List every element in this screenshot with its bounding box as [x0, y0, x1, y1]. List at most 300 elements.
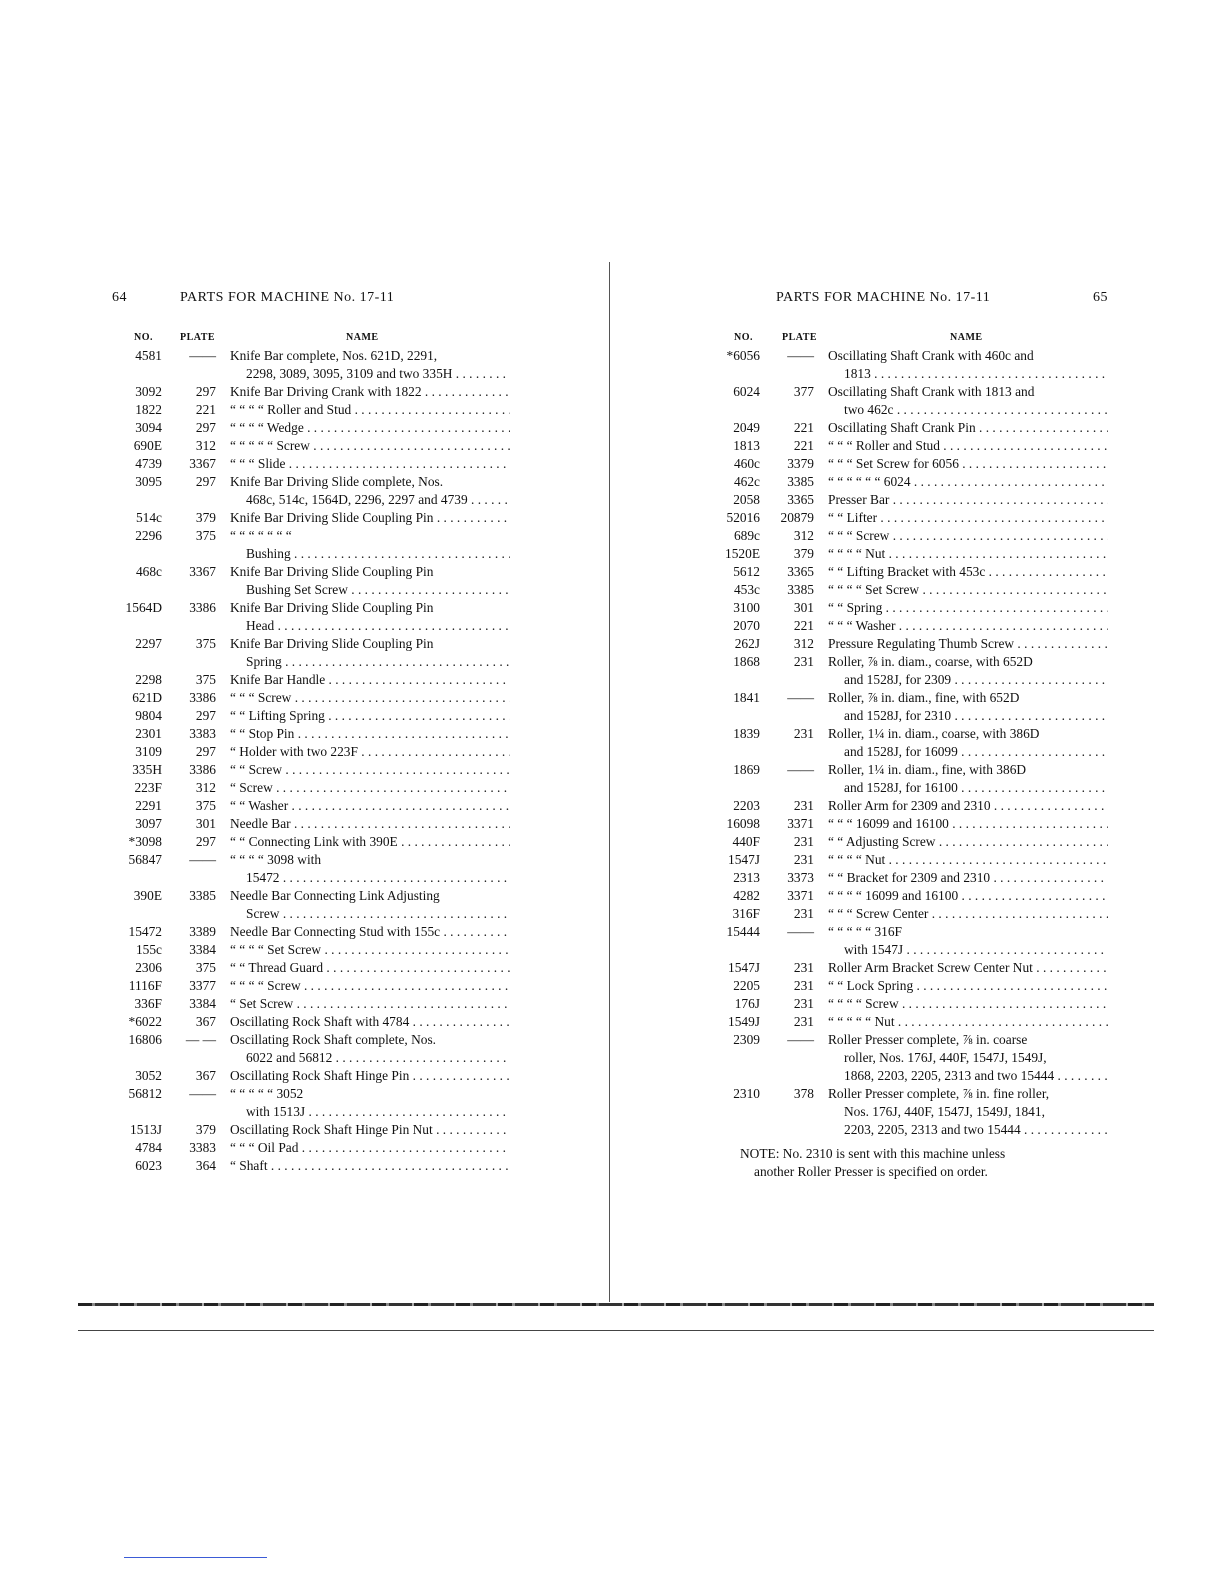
table-row: [720, 887, 1108, 905]
part-name: [230, 707, 510, 725]
part-name: [828, 869, 1108, 887]
part-name-line: [230, 797, 510, 815]
part-name: [828, 527, 1108, 545]
part-name-text: Knife Bar Driving Slide Coupling Pin: [230, 600, 434, 615]
plate-number: 3386: [189, 600, 216, 615]
part-name: [230, 995, 510, 1013]
part-name-text: “ “ “ “ 3098 with: [230, 852, 322, 867]
part-number: 6023: [135, 1158, 162, 1173]
part-name-text: Oscillating Shaft Crank with 1813 and: [828, 384, 1035, 399]
page-title: PARTS FOR MACHINE No. 17-11: [180, 290, 395, 305]
part-name: [230, 419, 510, 437]
part-name-text: “ “ “ Slide: [230, 456, 286, 471]
plate-number: 221: [793, 618, 814, 633]
note-text: No. 2310 is sent with this machine unless: [782, 1146, 1006, 1161]
table-row: [110, 725, 510, 743]
table-row: [110, 455, 510, 473]
part-name-text: Knife Bar complete, Nos. 621D, 2291,: [230, 348, 438, 363]
table-row: [110, 419, 510, 437]
plate-number: 297: [195, 708, 216, 723]
table-row: [110, 779, 510, 797]
part-name: [828, 833, 1108, 851]
part-number: 2296: [135, 528, 162, 543]
part-name-text: Knife Bar Driving Slide Coupling Pin: [230, 510, 434, 525]
part-name: [828, 581, 1108, 599]
plate-number: 231: [793, 726, 814, 741]
part-name-line: [828, 995, 1108, 1013]
plate-number: 3385: [189, 888, 216, 903]
part-name-text: “ “ Lifter: [828, 510, 878, 525]
table-row: [720, 869, 1108, 887]
part-name-line: [230, 491, 510, 509]
part-name-text: Oscillating Rock Shaft with 4784: [230, 1014, 410, 1029]
part-name-text: “ “ “ Roller and Stud: [828, 438, 940, 453]
part-number: 2310: [733, 1086, 760, 1101]
part-name: [230, 779, 510, 797]
table-row: [720, 815, 1108, 833]
part-number: 1822: [135, 402, 162, 417]
plate-number: 297: [195, 420, 216, 435]
part-name-line: [230, 887, 510, 905]
part-name-text: “ “ “ “ Nut: [828, 852, 886, 867]
part-name-text: and 1528J, for 2309: [844, 672, 952, 687]
part-number: 1841: [733, 690, 760, 705]
part-name-text: Roller, 1¼ in. diam., coarse, with 386D: [828, 726, 1040, 741]
plate-number: 20879: [780, 510, 814, 525]
table-row: [110, 995, 510, 1013]
note-text-continued: another Roller Presser is specified on order.: [754, 1164, 988, 1179]
table-row: [720, 977, 1108, 995]
part-name: [828, 473, 1108, 491]
part-name: [230, 347, 510, 383]
plate-number: 364: [195, 1158, 216, 1173]
part-name-line: [828, 509, 1108, 527]
part-number: 3095: [135, 474, 162, 489]
table-row: [720, 959, 1108, 977]
part-name-line: [828, 617, 1108, 635]
part-name: [230, 689, 510, 707]
parts-table-left: [110, 347, 510, 1175]
part-name-text: Oscillating Shaft Crank Pin: [828, 420, 976, 435]
part-name-line: [828, 1031, 1108, 1049]
part-number: 52016: [726, 510, 760, 525]
part-name-text: “ “ “ “ “ “ 6024: [828, 474, 911, 489]
table-row: [110, 437, 510, 455]
part-name-text: and 1528J, for 16100: [844, 780, 958, 795]
part-number: 2070: [733, 618, 760, 633]
part-name-text: “ “ “ “ Wedge: [230, 420, 304, 435]
part-name-line: [230, 1013, 510, 1031]
part-name: [230, 671, 510, 689]
part-name-text: “ Screw: [230, 780, 273, 795]
part-name: [828, 455, 1108, 473]
part-name-text: “ “ Spring: [828, 600, 883, 615]
part-name-line: [230, 401, 510, 419]
part-name: [230, 1139, 510, 1157]
bottom-rule-thin: [78, 1330, 1154, 1331]
part-name: [230, 1121, 510, 1139]
plate-number: ——: [787, 924, 814, 939]
table-row: [110, 707, 510, 725]
table-row: [110, 473, 510, 509]
part-name: [828, 887, 1108, 905]
part-number: 2049: [733, 420, 760, 435]
plate-number: 3386: [189, 690, 216, 705]
plate-number: 231: [793, 906, 814, 921]
part-name-line: [230, 1049, 510, 1067]
part-name: [230, 1031, 510, 1067]
plate-number: 3379: [787, 456, 814, 471]
part-name: [230, 797, 510, 815]
part-name-line: [828, 653, 1108, 671]
col-plate-header: PLATE: [180, 332, 216, 343]
plate-number: 312: [793, 636, 814, 651]
part-name: [828, 491, 1108, 509]
table-row: [110, 599, 510, 635]
part-name-line: [230, 959, 510, 977]
part-name-line: [828, 1067, 1108, 1085]
part-name: [828, 761, 1108, 797]
part-name-line: [230, 563, 510, 581]
table-row: [110, 1067, 510, 1085]
table-row: [720, 1031, 1108, 1085]
part-name-text: Screw: [246, 906, 280, 921]
part-number: 4784: [135, 1140, 162, 1155]
part-name: [230, 473, 510, 509]
part-number: 2297: [135, 636, 162, 651]
part-number: 2313: [733, 870, 760, 885]
part-name-line: [230, 833, 510, 851]
plate-number: ——: [787, 1032, 814, 1047]
table-row: [110, 401, 510, 419]
part-name: [828, 1013, 1108, 1031]
table-row: [110, 959, 510, 977]
part-name-text: “ “ “ Oil Pad: [230, 1140, 299, 1155]
part-name-line: [230, 365, 510, 383]
part-number: 3109: [135, 744, 162, 759]
part-number: 1839: [733, 726, 760, 741]
part-name-text: “ Set Screw: [230, 996, 294, 1011]
column-headers: [720, 332, 1108, 344]
part-name-text: 2298, 3089, 3095, 3109 and two 335H: [246, 366, 453, 381]
part-name-text: 2203, 2205, 2313 and two 15444: [844, 1122, 1021, 1137]
part-number: 2203: [733, 798, 760, 813]
table-row: [720, 851, 1108, 869]
part-name-line: [230, 509, 510, 527]
part-name-line: [230, 761, 510, 779]
part-name: [828, 599, 1108, 617]
plate-number: — —: [185, 1032, 216, 1047]
table-row: [720, 1013, 1108, 1031]
part-name-line: [828, 797, 1108, 815]
table-row: [720, 689, 1108, 725]
part-name-line: [828, 545, 1108, 563]
part-name-text: 15472: [246, 870, 280, 885]
table-row: [110, 689, 510, 707]
part-name-text: “ “ “ “ “ 316F: [828, 924, 902, 939]
part-name-line: [828, 455, 1108, 473]
part-name-line: [230, 923, 510, 941]
plate-number: ——: [189, 852, 216, 867]
plate-number: 367: [195, 1068, 216, 1083]
part-name-text: “ “ “ “ Set Screw: [828, 582, 920, 597]
part-name-line: [828, 1103, 1108, 1121]
plate-number: 297: [195, 474, 216, 489]
part-name-text: Knife Bar Driving Slide Coupling Pin: [230, 636, 434, 651]
table-row: [720, 725, 1108, 761]
part-name-text: “ “ Stop Pin: [230, 726, 295, 741]
part-name-line: [230, 725, 510, 743]
part-name: [230, 959, 510, 977]
note-label: NOTE:: [740, 1146, 780, 1161]
part-number: 2205: [733, 978, 760, 993]
part-number: 462c: [733, 474, 760, 489]
part-name-line: [230, 617, 510, 635]
table-row: [110, 1031, 510, 1067]
part-name-line: [230, 419, 510, 437]
plate-number: 367: [195, 1014, 216, 1029]
plate-number: 375: [195, 798, 216, 813]
part-number: 262J: [734, 636, 760, 651]
part-number: 690E: [133, 438, 162, 453]
part-name-text: “ “ Lifting Bracket with 453c: [828, 564, 986, 579]
part-number: 2306: [135, 960, 162, 975]
table-row: [720, 455, 1108, 473]
part-name-text: “ “ “ “ “ “ “: [230, 528, 292, 543]
part-name-line: [828, 437, 1108, 455]
part-name-line: [828, 941, 1108, 959]
part-number: 390E: [133, 888, 162, 903]
part-name-text: with 1547J: [844, 942, 904, 957]
part-number: 3100: [733, 600, 760, 615]
column-headers: [110, 332, 510, 344]
part-name: [230, 527, 510, 563]
plate-number: ——: [189, 348, 216, 363]
table-row: [720, 419, 1108, 437]
part-name-line: [230, 455, 510, 473]
part-name-text: “ “ Washer: [230, 798, 289, 813]
part-name: [828, 977, 1108, 995]
part-name-line: [828, 851, 1108, 869]
part-number: 1549J: [728, 1014, 760, 1029]
part-name-line: [230, 653, 510, 671]
footnote-rule: [124, 1557, 267, 1558]
part-name: [828, 815, 1108, 833]
part-number: 1513J: [130, 1122, 162, 1137]
part-name-line: [828, 1085, 1108, 1103]
part-number: 453c: [733, 582, 760, 597]
page-number: 65: [1093, 290, 1108, 305]
plate-number: 377: [793, 384, 814, 399]
table-row: [110, 383, 510, 401]
part-name: [828, 383, 1108, 419]
plate-number: 231: [793, 852, 814, 867]
plate-number: 375: [195, 636, 216, 651]
part-name: [828, 1031, 1108, 1085]
plate-number: 231: [793, 654, 814, 669]
part-name: [230, 743, 510, 761]
part-name-text: Roller Presser complete, ⅞ in. fine roller,: [828, 1086, 1050, 1101]
part-number: 15444: [726, 924, 760, 939]
plate-number: 301: [793, 600, 814, 615]
part-name-line: [828, 743, 1108, 761]
plate-number: 375: [195, 960, 216, 975]
part-name-text: “ Shaft: [230, 1158, 268, 1173]
part-name: [828, 653, 1108, 689]
part-name-text: 468c, 514c, 1564D, 2296, 2297 and 4739: [246, 492, 468, 507]
part-name-text: Oscillating Rock Shaft complete, Nos.: [230, 1032, 437, 1047]
part-name-line: [230, 1103, 510, 1121]
table-row: [110, 743, 510, 761]
table-row: [110, 923, 510, 941]
part-name-text: “ “ “ “ “ Screw: [230, 438, 310, 453]
part-name-line: [230, 527, 510, 545]
part-name-text: Presser Bar: [828, 492, 890, 507]
part-name-line: [230, 1067, 510, 1085]
part-name-text: 1868, 2203, 2205, 2313 and two 15444: [844, 1068, 1055, 1083]
part-name-line: [828, 977, 1108, 995]
page-number: 64: [112, 290, 127, 305]
part-name-text: roller, Nos. 176J, 440F, 1547J, 1549J,: [844, 1050, 1047, 1065]
plate-number: ——: [787, 348, 814, 363]
table-row: [110, 977, 510, 995]
part-name-text: Knife Bar Driving Slide Coupling Pin: [230, 564, 434, 579]
plate-number: ——: [787, 690, 814, 705]
part-name-line: [230, 347, 510, 365]
part-name-line: [828, 599, 1108, 617]
part-name-text: “ “ Adjusting Screw: [828, 834, 936, 849]
plate-number: 231: [793, 834, 814, 849]
part-number: 3097: [135, 816, 162, 831]
part-name-line: [828, 419, 1108, 437]
part-name-text: Needle Bar Connecting Stud with 155c: [230, 924, 441, 939]
part-name-text: “ “ Lifting Spring: [230, 708, 325, 723]
table-row: [720, 995, 1108, 1013]
part-name-text: Oscillating Rock Shaft Hinge Pin Nut: [230, 1122, 433, 1137]
plate-number: 231: [793, 798, 814, 813]
table-row: [720, 527, 1108, 545]
part-name-text: Oscillating Rock Shaft Hinge Pin: [230, 1068, 410, 1083]
part-number: 336F: [134, 996, 162, 1011]
table-row: [110, 797, 510, 815]
part-number: 155c: [135, 942, 162, 957]
plate-number: 379: [195, 1122, 216, 1137]
table-row: [720, 473, 1108, 491]
plate-number: 3385: [787, 474, 814, 489]
table-row: [720, 581, 1108, 599]
part-name-text: and 1528J, for 2310: [844, 708, 952, 723]
part-name-text: Roller Arm for 2309 and 2310: [828, 798, 991, 813]
part-name-text: Head: [246, 618, 275, 633]
part-number: *6056: [726, 348, 760, 363]
part-name-line: [230, 779, 510, 797]
part-number: 56847: [128, 852, 162, 867]
part-name-text: “ “ Connecting Link with 390E: [230, 834, 398, 849]
part-name-line: [230, 383, 510, 401]
part-name-line: [828, 671, 1108, 689]
part-number: 514c: [135, 510, 162, 525]
part-name-line: [828, 563, 1108, 581]
part-name-text: Roller Arm Bracket Screw Center Nut: [828, 960, 1033, 975]
part-number: 3052: [135, 1068, 162, 1083]
part-name-text: “ “ “ “ Nut: [828, 546, 886, 561]
part-name-text: two 462c: [844, 402, 894, 417]
part-name-text: with 1513J: [246, 1104, 306, 1119]
part-name-text: Needle Bar Connecting Link Adjusting: [230, 888, 440, 903]
part-name-line: [828, 887, 1108, 905]
plate-number: 3377: [189, 978, 216, 993]
table-row: [110, 1085, 510, 1121]
part-number: 1547J: [728, 960, 760, 975]
part-name-line: [230, 473, 510, 491]
plate-number: 3386: [189, 762, 216, 777]
part-name-text: Nos. 176J, 440F, 1547J, 1549J, 1841,: [844, 1104, 1045, 1119]
table-row: [720, 761, 1108, 797]
part-name: [828, 437, 1108, 455]
table-row: [110, 671, 510, 689]
part-name: [828, 635, 1108, 653]
part-name: [230, 401, 510, 419]
table-row: [110, 509, 510, 527]
part-name-line: [230, 941, 510, 959]
part-number: 6024: [733, 384, 760, 399]
part-name-line: [828, 761, 1108, 779]
part-number: 4581: [135, 348, 162, 363]
table-row: [720, 653, 1108, 689]
part-name-text: Roller, 1¼ in. diam., fine, with 386D: [828, 762, 1027, 777]
table-row: [110, 347, 510, 383]
plate-number: 297: [195, 384, 216, 399]
plate-number: 3365: [787, 492, 814, 507]
part-name: [828, 905, 1108, 923]
part-name-text: Spring: [246, 654, 282, 669]
part-name: [828, 851, 1108, 869]
part-name: [230, 509, 510, 527]
table-row: [110, 815, 510, 833]
part-name: [230, 1013, 510, 1031]
part-name: [230, 887, 510, 923]
part-number: 176J: [734, 996, 760, 1011]
part-name-line: [828, 635, 1108, 653]
part-name-line: [230, 635, 510, 653]
part-number: 468c: [135, 564, 162, 579]
plate-number: 3383: [189, 726, 216, 741]
part-name-text: “ “ Screw: [230, 762, 283, 777]
plate-number: 231: [793, 960, 814, 975]
part-name-text: “ “ “ “ “ Nut: [828, 1014, 895, 1029]
part-name-text: “ “ “ Washer: [828, 618, 896, 633]
part-name: [828, 617, 1108, 635]
part-number: 335H: [132, 762, 162, 777]
part-name-line: [828, 689, 1108, 707]
part-name-line: [828, 905, 1108, 923]
table-row: [110, 941, 510, 959]
part-name-text: “ “ “ Screw: [828, 528, 890, 543]
part-name-text: “ “ “ “ Screw: [230, 978, 301, 993]
table-row: [720, 1085, 1108, 1139]
part-name: [828, 419, 1108, 437]
part-name-line: [828, 869, 1108, 887]
part-number: 316F: [732, 906, 760, 921]
plate-number: 3367: [189, 456, 216, 471]
part-name: [230, 761, 510, 779]
col-plate-header: PLATE: [782, 332, 818, 343]
part-name-line: [828, 581, 1108, 599]
page-header: [110, 290, 510, 310]
part-name-line: [230, 995, 510, 1013]
part-name-line: [828, 347, 1108, 365]
col-no-header: NO.: [734, 332, 753, 343]
